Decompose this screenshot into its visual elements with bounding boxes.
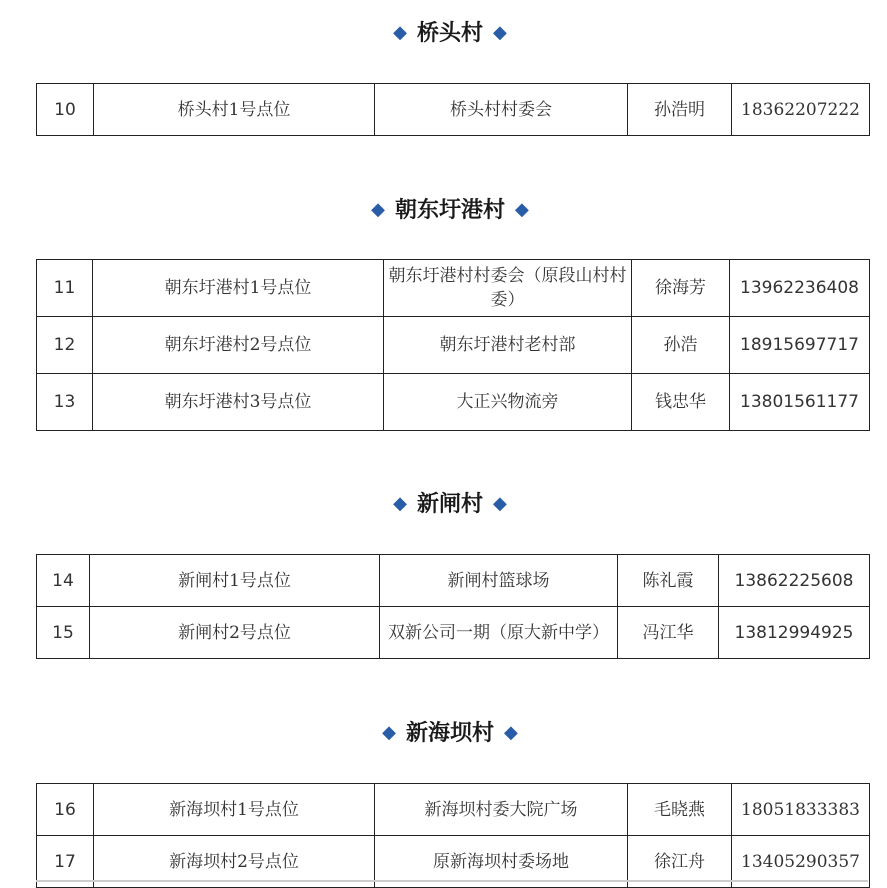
- table-row: [37, 607, 870, 659]
- diamond-bullet-icon: ◆: [371, 199, 385, 220]
- contact-person: 冯江华: [618, 607, 719, 659]
- point-name: 新海坝村2号点位: [94, 836, 375, 888]
- diamond-bullet-icon: ◆: [393, 493, 407, 514]
- point-name: 新闸村2号点位: [90, 607, 380, 659]
- point-name: 新海坝村1号点位: [94, 784, 375, 836]
- contact-person: 孙浩明: [628, 84, 732, 136]
- location: 双新公司一期（原大新中学）: [380, 607, 618, 659]
- table-row: [37, 374, 870, 431]
- row-number: 14: [37, 555, 90, 607]
- phone-number: 18362207222: [732, 84, 870, 136]
- location: 朝东圩港村老村部: [384, 317, 632, 374]
- section-title-qiaotou: [0, 19, 887, 50]
- phone-number: 13801561177: [730, 374, 870, 431]
- location: 大正兴物流旁: [384, 374, 632, 431]
- diamond-bullet-icon: ◆: [504, 722, 518, 743]
- diamond-bullet-icon: ◆: [493, 22, 507, 43]
- contact-person: 徐海芳: [632, 260, 730, 317]
- contact-person: 徐江舟: [628, 836, 732, 888]
- row-number: 12: [37, 317, 93, 374]
- row-number: 11: [37, 260, 93, 317]
- point-name: 朝东圩港村3号点位: [93, 374, 384, 431]
- section-title-text: 新闸村: [416, 492, 483, 517]
- phone-number: 13962236408: [730, 260, 870, 317]
- row-number: 17: [37, 836, 94, 888]
- point-name: 朝东圩港村2号点位: [93, 317, 384, 374]
- location: 桥头村村委会: [375, 84, 628, 136]
- table-xinhaiba: [36, 783, 870, 888]
- location: 原新海坝村委场地: [375, 836, 628, 888]
- row-number: 15: [37, 607, 90, 659]
- section-title-chaodong: [0, 196, 887, 227]
- location: 朝东圩港村村委会（原段山村村委）: [384, 260, 632, 317]
- row-number: 16: [37, 784, 94, 836]
- point-name: 桥头村1号点位: [94, 84, 375, 136]
- diamond-bullet-icon: ◆: [515, 199, 529, 220]
- diamond-bullet-icon: ◆: [382, 722, 396, 743]
- point-name: 朝东圩港村1号点位: [93, 260, 384, 317]
- table-xinzha: [36, 554, 870, 659]
- diamond-bullet-icon: ◆: [493, 493, 507, 514]
- phone-number: 18051833383: [732, 784, 870, 836]
- diamond-bullet-icon: ◆: [393, 22, 407, 43]
- table-qiaotou: [36, 83, 870, 136]
- section-title-xinzha: [0, 490, 887, 521]
- row-number: 10: [37, 84, 94, 136]
- phone-number: 13405290357: [732, 836, 870, 888]
- section-title-text: 新海坝村: [405, 721, 494, 746]
- location: 新闸村篮球场: [380, 555, 618, 607]
- table-row: [37, 260, 870, 317]
- row-number: 13: [37, 374, 93, 431]
- section-title-text: 桥头村: [416, 21, 483, 46]
- contact-person: 毛晓燕: [628, 784, 732, 836]
- table-row: [37, 555, 870, 607]
- table-row: [37, 784, 870, 836]
- table-row: [37, 84, 870, 136]
- section-title-text: 朝东圩港村: [394, 198, 505, 223]
- point-name: 新闸村1号点位: [90, 555, 380, 607]
- location: 新海坝村委大院广场: [375, 784, 628, 836]
- section-title-xinhaiba: [0, 719, 887, 750]
- phone-number: 18915697717: [730, 317, 870, 374]
- table-chaodong: [36, 259, 870, 431]
- table-row: [37, 317, 870, 374]
- phone-number: 13862225608: [719, 555, 870, 607]
- contact-person: 陈礼霞: [618, 555, 719, 607]
- contact-person: 孙浩: [632, 317, 730, 374]
- contact-person: 钱忠华: [632, 374, 730, 431]
- phone-number: 13812994925: [719, 607, 870, 659]
